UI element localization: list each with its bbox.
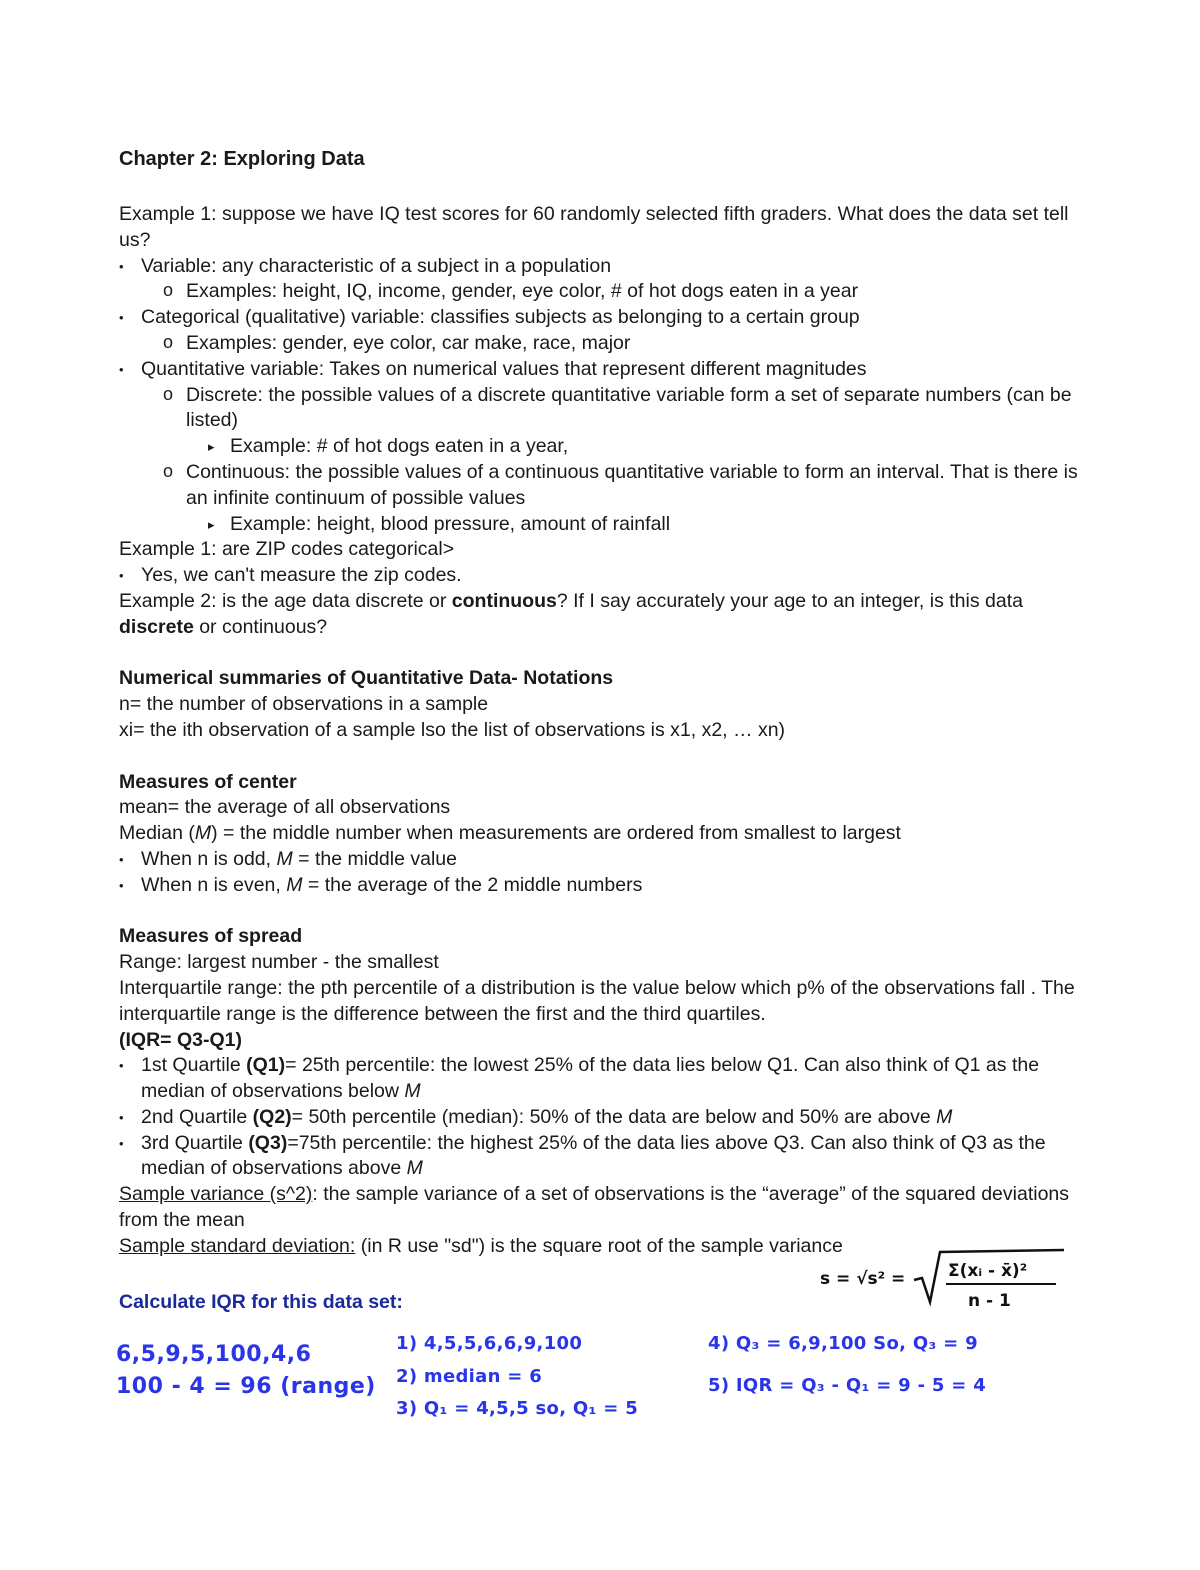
text: = 25th percentile: the lowest 25% of the data lies below Q1. Can also think of Q1 as the median of observations below — [141, 1054, 1040, 1103]
sub-list — [141, 331, 1079, 357]
sub-sub-list — [186, 434, 1079, 460]
list-item — [119, 873, 1079, 899]
handwritten-step-5: 5) IQR = Q₃ - Q₁ = 9 - 5 = 4 — [708, 1375, 987, 1396]
text: ? If I say accurately your age to an integer, is this data — [556, 589, 1023, 612]
range-definition: Range: largest number - the smallest — [119, 951, 439, 974]
text: Median ( — [119, 822, 195, 845]
text: (Q2) — [252, 1105, 292, 1128]
sub-list — [141, 383, 1079, 538]
iqr-formula: (IQR= Q3-Q1) — [119, 1028, 242, 1051]
spread-heading: Measures of spread — [119, 925, 303, 948]
handwritten-step-1: 1) 4,5,5,6,6,9,100 — [396, 1333, 583, 1354]
formula-lhs: s = √s² = — [820, 1269, 906, 1289]
list-item — [119, 254, 1079, 306]
text: continuous — [451, 589, 557, 612]
handwritten-range: 100 - 4 = 96 (range) — [116, 1374, 376, 1399]
list-item: o Examples: gender, eye color, car make, race, major — [141, 331, 1079, 357]
continuous-def: Continuous: the possible values of a continuous quantitative variable to form an interval. That is there is an infinite continuum of possible values — [186, 460, 1078, 509]
text: = the average of the 2 middle numbers — [302, 873, 643, 896]
variable-def: Variable: any characteristic of a subject in a population — [141, 254, 612, 277]
text: M — [286, 873, 303, 896]
spacer — [119, 641, 1079, 667]
text: (in R use "sd") is the square root of the sample variance — [355, 1234, 843, 1257]
list-item — [119, 847, 1079, 873]
handwritten-step-2: 2) median = 6 — [396, 1366, 543, 1387]
mean-definition: mean= the average of all observations — [119, 796, 451, 819]
text: =75th percentile: the highest 25% of the data lies above Q3. Can also think of Q3 as the median of observations above — [141, 1131, 1046, 1180]
text: = the middle value — [292, 847, 457, 870]
spacer — [119, 744, 1079, 770]
text: 1st Quartile — [141, 1054, 247, 1077]
formula-denominator: n - 1 — [968, 1291, 1011, 1311]
calc-heading: Calculate IQR for this data set: — [119, 1291, 403, 1313]
spacer — [119, 899, 1079, 925]
text: 3rd Quartile — [141, 1131, 249, 1154]
list-item — [119, 1053, 1079, 1105]
text: M — [404, 1080, 421, 1103]
text: When n is odd, — [141, 847, 277, 870]
text: Example 2: is the age data discrete or — [119, 589, 452, 612]
text: When n is even, — [141, 873, 287, 896]
quartile-list — [119, 1053, 1079, 1182]
xi-definition: xi= the ith observation of a sample lso the list of observations is x1, x2, … xn) — [119, 718, 786, 741]
formula-numerator: Σ(xᵢ - x̄)² — [948, 1261, 1028, 1281]
definitions-list — [119, 254, 1079, 538]
age-question — [119, 589, 1079, 641]
sd-formula — [818, 1246, 1068, 1312]
document-page — [119, 146, 1079, 1260]
text: : the sample variance of a set of observations is the “average” of the squared deviations from the mean — [119, 1183, 1070, 1232]
text: (Q1) — [246, 1054, 286, 1077]
handwritten-step-4: 4) Q₃ = 6,9,100 So, Q₃ = 9 — [708, 1333, 978, 1354]
text: (Q3) — [248, 1131, 288, 1154]
list-item — [119, 357, 1079, 538]
notations-heading: Numerical summaries of Quantitative Data- Notations — [119, 667, 614, 690]
quantitative-def: Quantitative variable: Takes on numerical values that represent different magnitudes — [141, 357, 867, 380]
list-item — [119, 1131, 1079, 1183]
text: M — [194, 822, 212, 845]
variance-definition — [119, 1182, 1079, 1234]
text: = 50th percentile (median): 50% of the data are below and 50% are above — [291, 1105, 937, 1128]
chapter-title: Chapter 2: Exploring Data — [119, 148, 365, 170]
handwritten-step-3: 3) Q₁ = 4,5,5 so, Q₁ = 5 — [396, 1398, 639, 1419]
discrete-def: Discrete: the possible values of a discrete quantitative variable form a set of separate numbers (can be listed) — [186, 383, 1072, 432]
sub-list — [141, 279, 1079, 305]
example1-text: Example 1: suppose we have IQ test scores for 60 randomly selected fifth graders. What does the data set tell us? — [119, 203, 1069, 251]
list-item — [119, 305, 1079, 357]
median-list — [119, 847, 1079, 899]
zip-question: Example 1: are ZIP codes categorical> — [119, 538, 455, 561]
iqr-definition: Interquartile range: the pth percentile of a distribution is the value below which p% of the observations fall . The interquartile range is the difference between the first and the third quartiles. — [119, 976, 1075, 1025]
list-item: ▸ Example: height, blood pressure, amount of rainfall — [141, 512, 1079, 538]
n-definition: n= the number of observations in a sample — [119, 693, 489, 716]
list-item — [141, 460, 1079, 537]
list-item: • Yes, we can't measure the zip codes. — [119, 563, 1079, 589]
sub-sub-list — [186, 512, 1079, 538]
text: ) = the middle number when measurements are ordered from smallest to largest — [211, 822, 901, 845]
list-item: ▸ Example: # of hot dogs eaten in a year, — [141, 434, 1079, 460]
list-item — [141, 383, 1079, 460]
zip-answer-list — [119, 563, 1079, 589]
center-heading: Measures of center — [119, 770, 297, 793]
text: M — [936, 1105, 953, 1128]
variance-term: Sample variance (s^2) — [119, 1183, 313, 1206]
handwritten-data-set: 6,5,9,5,100,4,6 — [116, 1342, 312, 1367]
text: 2nd Quartile — [141, 1105, 253, 1128]
text: M — [406, 1157, 423, 1180]
text: or continuous? — [193, 615, 328, 638]
categorical-def: Categorical (qualitative) variable: classifies subjects as belonging to a certain group — [141, 306, 860, 329]
text: M — [276, 847, 293, 870]
list-item — [119, 1105, 1079, 1131]
sd-term: Sample standard deviation: — [119, 1234, 356, 1257]
text: discrete — [119, 615, 194, 638]
list-item: o Examples: height, IQ, income, gender, eye color, # of hot dogs eaten in a year — [141, 279, 1079, 305]
median-definition — [119, 821, 1079, 847]
